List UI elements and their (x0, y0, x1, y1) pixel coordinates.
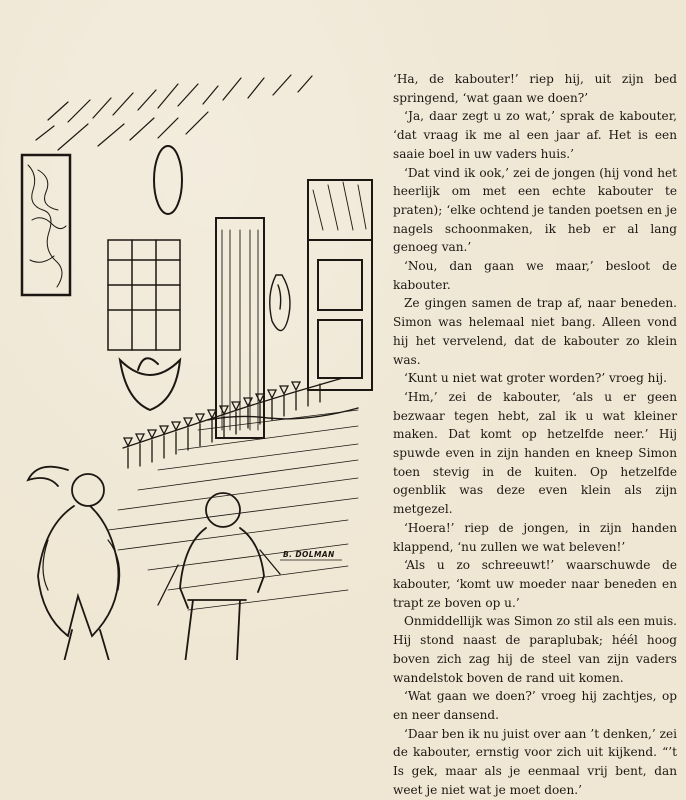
illustration-signature: B. DOLMAN (283, 550, 335, 559)
story-paragraph: ‘Wat gaan we doen?’ vroeg hij zachtjes, op en neer dansend. (393, 689, 677, 722)
story-paragraph: ‘Hoera!’ riep de jongen, in zijn handen klappend, ‘nu zullen we wat beleven!’ (393, 520, 677, 554)
illustration-drawing (22, 75, 372, 660)
story-paragraph: ‘Dat vind ik ook,’ zei de jongen (hij vond het heerlijk om met een echte kabouter te praten); ‘elke ochtend je tanden poetsen en je nagels schoonmaken, ik heb er al lang genoeg van.’ (393, 165, 677, 255)
story-paragraph: ‘Hm,’ zei de kabouter, ‘als u er geen bezwaar tegen hebt, zal ik u wat kleiner maken. Dat komt op hetzelfde neer.’ Hij spuwde even in zijn handen en kneep Simon toen stevig in de kuiten. Op hetzelfde ogenblik was deze even klein als zijn metgezel. (393, 389, 677, 517)
story-text-column (393, 70, 677, 799)
procession-of-gnomes (123, 378, 343, 468)
story-paragraph: ‘Daar ben ik nu juist over aan ’t denken,’ zei de kabouter, ernstig voor zich uit kijkend. “’t Is gek, maar als je eenmaal vrij bent, dan weet je niet wat je moet doen.’ (393, 726, 677, 797)
boy-figure (158, 493, 280, 660)
story-paragraph: ‘Nou, dan gaan we maar,’ besloot de kabouter. (393, 259, 677, 292)
hanging-coat (270, 275, 290, 331)
wall-painting-scribble (28, 165, 66, 287)
story-paragraph: ‘Ja, daar zegt u zo wat,’ sprak de kabouter, ‘dat vraag ik me al een jaar af. Het is een saaie boel in uw vaders huis.’ (393, 109, 677, 161)
wall-painting-frame (22, 155, 70, 295)
story-paragraph: ‘Ha, de kabouter!’ riep hij, uit zijn bed springend, ‘wat gaan we doen?’ (393, 72, 677, 105)
story-paragraph: ‘Als u zo schreeuwt!’ waarschuwde de kabouter, ‘komt uw moeder naar beneden en trapt ze boven op u.’ (393, 558, 677, 610)
kabouter-figure (28, 467, 138, 660)
pen-ink-illustration (8, 70, 388, 660)
story-paragraph: Onmiddellijk was Simon zo stil als een muis. Hij stond naast de paraplubak; héél hoog boven zich zag hij de steel van zijn vaders wandelstok boven de rand uit komen. (393, 614, 677, 685)
story-paragraph: Ze gingen samen de trap af, naar beneden. Simon was helemaal niet bang. Alleen vond hij het vervelend, dat de kabouter zo klein was. (393, 296, 677, 367)
ceiling-hatching (36, 75, 312, 150)
wall-mirror (154, 146, 182, 214)
doorway (216, 180, 372, 438)
story-paragraph: ‘Kunt u niet wat groter worden?’ vroeg hij. (404, 371, 667, 386)
tiled-stove (108, 240, 180, 410)
